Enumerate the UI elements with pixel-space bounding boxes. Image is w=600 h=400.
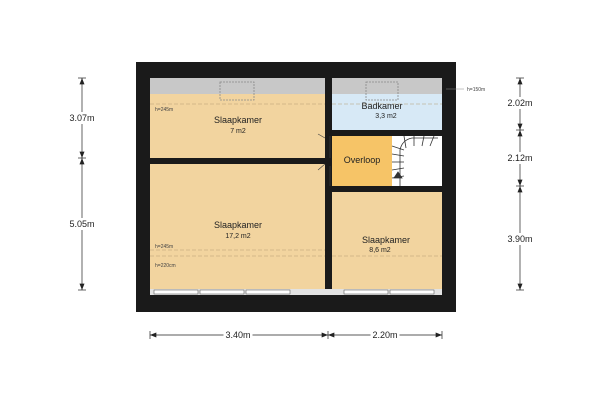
label-badkamer: Badkamer — [361, 101, 403, 111]
label-overloop: Overloop — [343, 155, 381, 165]
roof-band-top-right — [332, 78, 442, 94]
dim-right-top: 2.02m — [507, 98, 533, 108]
label-slaapkamer-big: Slaapkamer — [213, 220, 263, 230]
dim-right-middle: 2.12m — [507, 153, 533, 163]
area-badkamer: 3,3 m2 — [375, 113, 397, 120]
label-slaapkamer-top: Slaapkamer — [213, 115, 263, 125]
dim-left-top: 3.07m — [69, 113, 95, 123]
dim-bottom-right: 2.20m — [372, 330, 398, 340]
area-slaapkamer-right: 8,6 m2 — [369, 247, 391, 254]
label-slaapkamer-right: Slaapkamer — [361, 235, 411, 245]
height-note-slaapkamer-top: h=245m — [155, 107, 174, 113]
height-note-slaapkamer-big-1: h=245m — [155, 244, 174, 250]
dim-right-bottom: 3.90m — [507, 234, 533, 244]
height-note-badkamer: h=150m — [467, 87, 486, 93]
roof-band-top-left — [150, 78, 325, 94]
stairwell — [392, 136, 442, 186]
area-slaapkamer-top: 7 m2 — [230, 128, 246, 135]
area-slaapkamer-big: 17,2 m2 — [225, 233, 251, 240]
dimension-right — [516, 78, 524, 290]
dim-left-bottom: 5.05m — [69, 219, 95, 229]
height-note-slaapkamer-big-2: h=220cm — [155, 263, 176, 269]
dim-bottom-left: 3.40m — [225, 330, 251, 340]
dimension-left — [78, 78, 86, 290]
